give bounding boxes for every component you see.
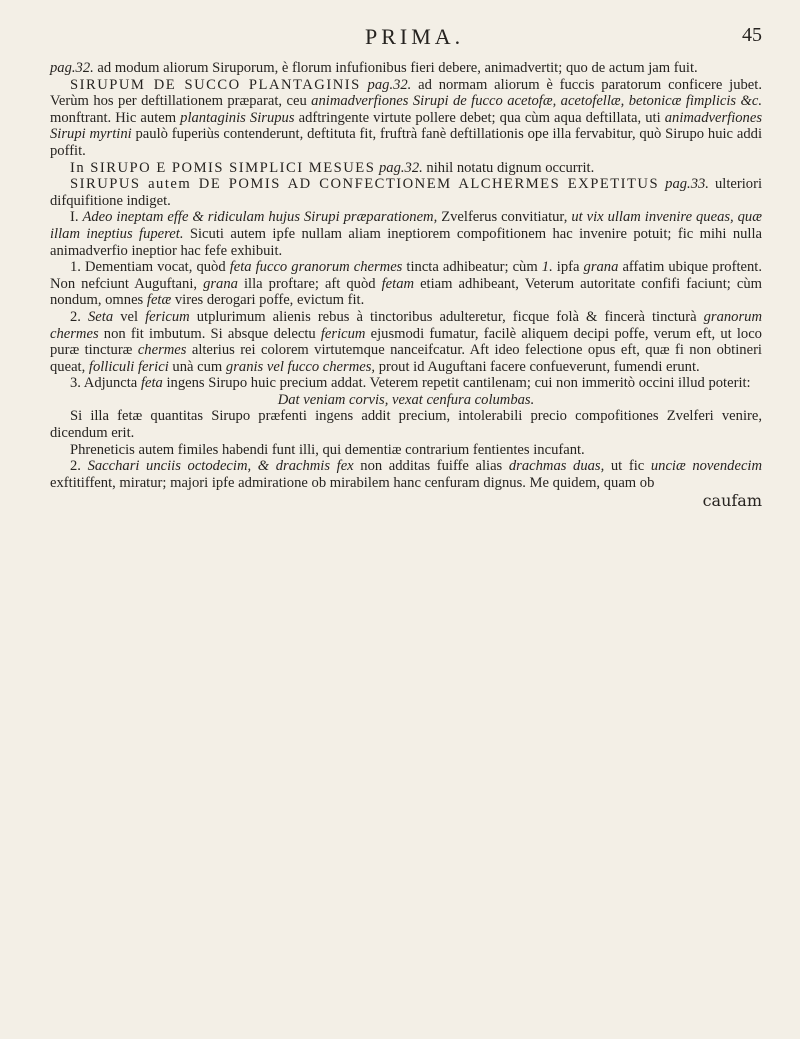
text-segment: Sacchari unciis octodecim, & drachmis fex xyxy=(87,458,354,475)
text-segment: etiam adhibeant, Veterum autoritate confifi faciunt; cùm nondum, omnes xyxy=(50,275,762,309)
paragraph xyxy=(50,77,762,160)
text-segment: chermes xyxy=(137,342,187,359)
text-segment: fericum xyxy=(145,308,190,325)
text-segment: animadverfiones Sirupi myrtini xyxy=(50,109,762,143)
text-segment: fetam xyxy=(381,275,415,292)
paragraph xyxy=(50,458,762,491)
paragraph xyxy=(50,176,762,209)
text-segment: Zvelferus convitiatur, xyxy=(437,209,572,226)
paragraph xyxy=(50,60,762,77)
text-segment: vel xyxy=(113,308,146,325)
text-segment xyxy=(361,77,368,93)
text-segment: plantaginis Sirupus xyxy=(180,109,295,126)
text-segment: ut vix ullam invenire queas, quæ illam ineptius fuperet. xyxy=(50,209,762,242)
text-segment: granis vel fucco chermes, xyxy=(225,358,376,375)
text-segment: feta fucco granorum chermes xyxy=(229,259,403,276)
text-segment: folliculi ferici xyxy=(88,358,169,375)
text-segment: SIRUPUS autem DE POMIS AD CONFECTIONEM ALCHERMES EXPETITUS xyxy=(70,176,660,193)
text-segment: 1. xyxy=(541,259,553,276)
text-segment: In SIRUPO E POMIS SIMPLICI MESUES xyxy=(70,159,376,176)
text-segment: grana xyxy=(203,275,238,292)
text-segment: feta xyxy=(140,375,163,392)
text-segment: animadverfiones Sirupi de fucco acetofæ, acetofellæ, betonicæ fimplicis &c. xyxy=(311,93,762,110)
paragraph xyxy=(50,442,762,459)
text-segment: unciæ novendecim xyxy=(650,458,763,475)
text-segment: ulteriori difquifitione indiget. xyxy=(50,176,762,209)
text-segment: ut fic xyxy=(604,458,651,475)
text-segment: I. xyxy=(70,209,83,226)
text-segment: illa proftare; aft quòd xyxy=(237,275,382,292)
paragraph xyxy=(50,259,762,309)
text-segment: exftitiffent, miratur; majori ipfe admiratione ob mirabilem hanc cenfuram dignus. Me quidem, quam ob xyxy=(50,474,655,491)
text-segment: ingens Sirupo huic precium addat. Veterem repetit cantilenam; cui non immeritò occini illud poterit: xyxy=(162,375,751,392)
text-segment: 3. Adjuncta xyxy=(70,375,141,392)
text-segment: ad modum aliorum Siruporum, è florum infufionibus fieri debere, animadvertit; quo de actum jam fuit. xyxy=(93,60,698,76)
text-segment: 2. xyxy=(70,308,88,325)
text-segment: alterius rei colorem virtutemque nanceifcatur. Aft ideo felectione opus eft, quæ fi non obtineri queat, xyxy=(50,342,762,375)
paragraph xyxy=(50,375,762,392)
text-segment: Phreneticis autem fimiles habendi funt illi, qui dementiæ contrarium fentientes incufant. xyxy=(70,441,585,458)
text-segment: Seta xyxy=(88,308,114,325)
text-segment: adftringente virtute pollere debet; qua cùm aqua deftillata, uti xyxy=(294,109,665,126)
text-segment: pag.32. xyxy=(379,159,423,176)
text-segment: monftrant. Hic autem xyxy=(50,109,181,126)
running-title: PRIMA. xyxy=(365,24,465,49)
page-number: 45 xyxy=(742,24,762,46)
text-segment: grana xyxy=(583,259,619,276)
text-segment: non fit imbutum. Si absque delectu xyxy=(98,325,321,342)
catchword: caufam xyxy=(702,491,762,511)
text-segment: Si illa fetæ quantitas Sirupo præfenti ingens addit precium, intolerabili precio compofitiones Zvelferi venire, dicendum erit. xyxy=(50,408,762,442)
text-segment: fetæ xyxy=(146,292,172,309)
paragraph xyxy=(50,209,762,259)
paragraph xyxy=(50,309,762,375)
text-segment: nihil notatu dignum occurrit. xyxy=(422,159,595,176)
text-segment: vires derogari poffe, evictum fit. xyxy=(171,292,365,309)
verse-line xyxy=(50,392,762,409)
paragraph xyxy=(50,160,762,177)
paragraph xyxy=(50,408,762,441)
text-segment: affatim ubique proftent. Non nefciunt Auguftani, xyxy=(50,259,762,292)
text-segment: 2. xyxy=(70,458,88,475)
text-segment: ejusmodi fumatur, facilè aliquem decipi poffe, verum eft, ut loco puræ tincturæ xyxy=(50,325,762,359)
text-segment: pag.32. xyxy=(367,76,412,93)
text-segment: ad normam aliorum è fuccis paratorum conficere jubet. Verùm hos per deftillationem præparat, ceu xyxy=(50,76,762,110)
body-text xyxy=(50,60,762,491)
running-head xyxy=(0,24,800,56)
text-segment: prout id Auguftani facere confueverunt, fumendi erunt. xyxy=(375,358,700,375)
text-segment: 1. Dementiam vocat, quòd xyxy=(70,259,230,276)
text-segment: utplurimum alienis rebus à tinctoribus adulteretur, ficque folà & fincerà tincturà xyxy=(189,308,704,325)
text-segment: fericum xyxy=(320,325,366,342)
text-segment: pag.32. xyxy=(50,60,94,76)
text-segment: pag.33. xyxy=(665,176,709,193)
text-segment: drachmas duas, xyxy=(508,458,605,475)
text-segment: tincta adhibeatur; cùm xyxy=(402,259,542,276)
text-segment: SIRUPUM DE SUCCO PLANTAGINIS xyxy=(70,76,361,93)
text-segment: unà cum xyxy=(168,358,226,375)
text-segment: granorum chermes xyxy=(50,308,762,342)
text-segment: Sicuti autem ipfe nullam aliam ineptiorem compofitionem hac invenire potuit; fic mihi nulla animadverfio ineptior hac fefe exhibuit. xyxy=(50,225,762,259)
text-segment: non additas fuiffe alias xyxy=(353,458,509,475)
text-segment: ipfa xyxy=(552,259,584,276)
text-segment: paulò fuperiùs contenderunt, deftituta fit, fruftrà fanè deftillationis ope illa fervabitur, quò Sirupo huic addi poffit. xyxy=(50,126,762,159)
text-segment: Adeo ineptam effe & ridiculam hujus Sirupi præparationem, xyxy=(82,209,438,226)
text-segment: Dat veniam corvis, vexat cenfura columbas. xyxy=(277,391,535,408)
